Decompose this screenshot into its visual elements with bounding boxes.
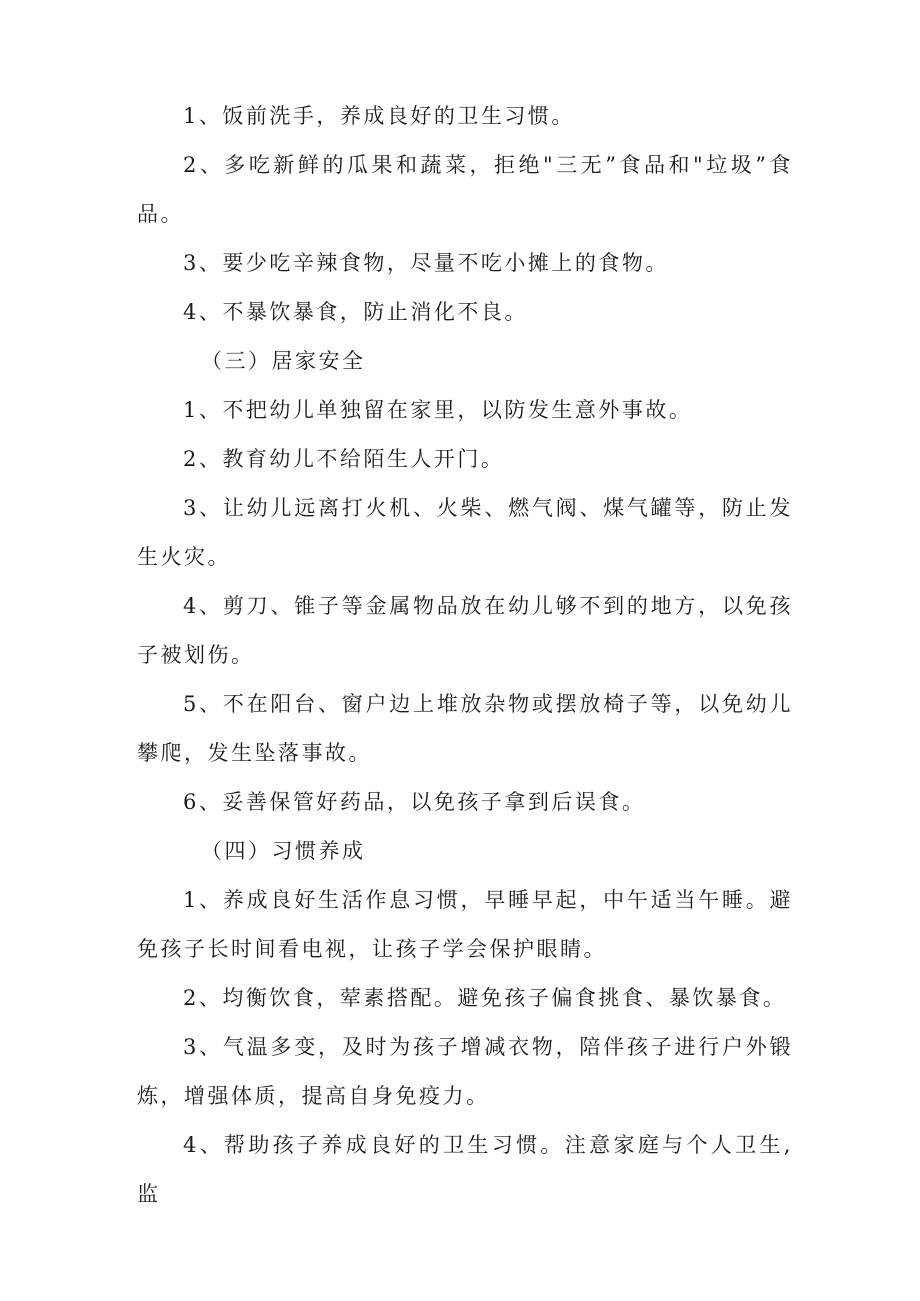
paragraph-diet-1: 1、饭前洗手，养成良好的卫生习惯。 [183,104,575,128]
paragraph-diet-2: 2、多吃新鲜的瓜果和蔬菜，拒绝"三无”食品和"垃圾”食品。 [137,153,793,226]
paragraph-diet-4: 4、不暴饮暴食，防止消化不良。 [183,300,528,324]
paragraph-home-1: 1、不把幼儿单独留在家里，以防发生意外事故。 [183,398,693,422]
paragraph-habit-3: 3、气温多变，及时为孩子增减衣物，陪伴孩子进行户外锻炼，增强体质，提高自身免疫力。 [137,1035,793,1108]
paragraph-home-3: 3、让幼儿远离打火机、火柴、燃气阀、煤气罐等，防止发生火灾。 [137,496,793,569]
document-body [137,92,793,1219]
paragraph-habit-4: 4、帮助孩子养成良好的卫生习惯。注意家庭与个人卫生,监 [137,1133,793,1206]
paragraph-habit-1: 1、养成良好生活作息习惯，早睡早起，中午适当午睡。避免孩子长时间看电视，让孩子学会保护眼睛。 [137,888,793,961]
paragraph-home-5: 5、不在阳台、窗户边上堆放杂物或摆放椅子等，以免幼儿攀爬，发生坠落事故。 [137,692,793,765]
paragraph-home-4: 4、剪刀、锥子等金属物品放在幼儿够不到的地方，以免孩子被划伤。 [137,594,793,667]
section-heading-habits: （四）习惯养成 [201,839,366,863]
section-heading-home-safety: （三）居家安全 [201,349,366,373]
paragraph-home-2: 2、教育幼儿不给陌生人开门。 [183,447,505,471]
paragraph-home-6: 6、妥善保管好药品，以免孩子拿到后误食。 [183,790,646,814]
paragraph-diet-3: 3、要少吃辛辣食物，尽量不吃小摊上的食物。 [183,251,669,275]
paragraph-habit-2: 2、均衡饮食，荤素搭配。避免孩子偏食挑食、暴饮暴食。 [183,986,787,1010]
